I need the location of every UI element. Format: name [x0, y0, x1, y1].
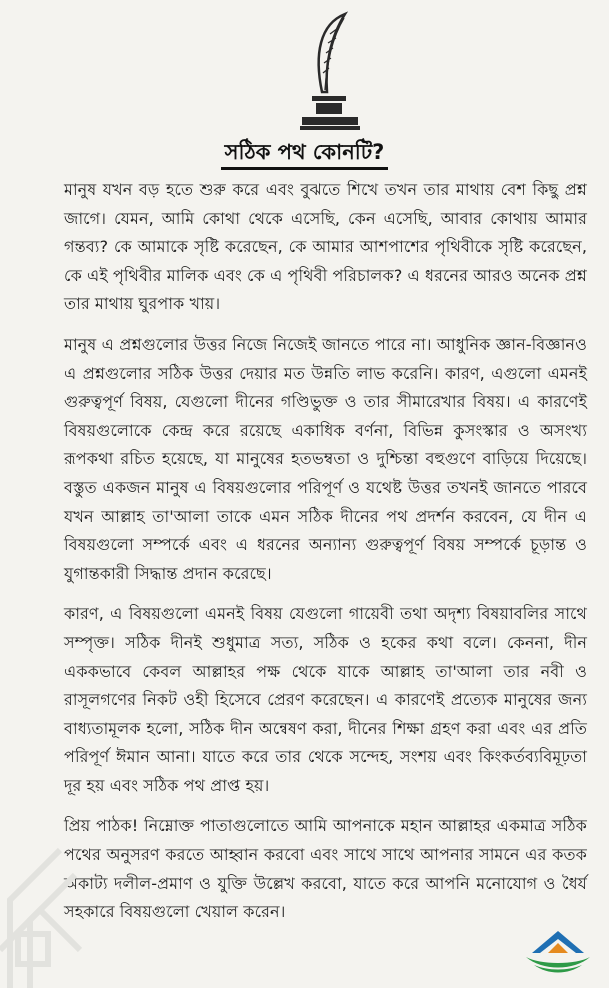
page-title: সঠিক পথ কোনটি?	[0, 136, 609, 171]
decorative-pattern	[0, 840, 90, 988]
quill-inkwell-icon	[300, 10, 360, 132]
paragraph: কারণ, এ বিষয়গুলো এমনই বিষয় যেগুলো গায়েবী তথা অদৃশ্য বিষয়াবলির সাথে সম্পৃক্ত। সঠিক দীনই শুধুমাত্র সত্য, সঠিক ও হকের কথা বলে। কেননা, দীন এককভাবে কেবল আল্লাহর পক্ষ থেকে যাকে আল্লাহ তা'আলা তার নবী ও রাসূলগণের নিকট ওহী হিসেবে প্রেরণ করেছেন। এ কারণেই প্রত্যেক মানুষের জন্য বাধ্যতামূলক হলো, সঠিক দীন অন্বেষণ করা, দীনের শিক্ষা গ্রহণ করা এবং এর প্রতি পরিপূর্ণ ঈমান আনা। যাতে করে তার থেকে সন্দেহ, সংশয় এবং কিংকর্তব্যবিমূঢ়তা দূর হয় এবং সঠিক পথ প্রাপ্ত হয়।	[64, 604, 587, 795]
paragraph: মানুষ যখন বড় হতে শুরু করে এবং বুঝতে শিখে তখন তার মাথায় বেশ কিছু প্রশ্ন জাগে। যেমন, আমি কোথা থেকে এসেছি, কেন এসেছি, আবার কোথায় আমার গন্তব্য? কে আমাকে সৃষ্টি করেছেন, কে আমার আশপাশের পৃথিবীকে সৃষ্টি করেছেন, কে এই পৃথিবীর মালিক এবং কে এ পৃথিবী পরিচালক? এ ধরনের আরও অনেক প্রশ্ন তার মাথায় ঘুরপাক খায়।	[64, 180, 587, 314]
publisher-logo-icon	[522, 927, 594, 979]
paragraph: প্রিয় পাঠক! নিম্নোক্ত পাতাগুলোতে আমি আপনাকে মহান আল্লাহর একমাত্র সঠিক পথের অনুসরণ করতে আহ্বান করবো এবং সাথে সাথে আপনার সামনে এর কতক অকাট্য দলীল-প্রমাণ ও যুক্তি উল্লেখ করবো, যাতে করে আপনি মনোযোগ ও ধৈর্য সহকারে বিষয়গুলো খেয়াল করেন।	[64, 816, 587, 922]
body-text	[64, 176, 587, 939]
paragraph: মানুষ এ প্রশ্নগুলোর উত্তর নিজে নিজেই জানতে পারে না। আধুনিক জ্ঞান-বিজ্ঞানও এ প্রশ্নগুলোর সঠিক উত্তর দেয়ার মত উন্নতি লাভ করেনি। কারণ, এগুলো এমনই গুরুত্বপূর্ণ বিষয়, যেগুলো দীনের গণ্ডিভুক্ত ও তার সীমারেখার বিষয়। এ কারণেই বিষয়গুলোকে কেন্দ্র করে রয়েছে একাধিক বর্ণনা, বিভিন্ন কুসংস্কার ও অসংখ্য রূপকথা রচিত হয়েছে, যা মানুষের হতভম্বতা ও দুশ্চিন্তা বহুগুণে বাড়িয়ে দিয়েছে। বস্তুত একজন মানুষ এ বিষয়গুলোর পরিপূর্ণ ও যথেষ্ট উত্তর তখনই জানতে পারবে যখন আল্লাহ তা'আলা তাকে এমন সঠিক দীনের পথ প্রদর্শন করবেন, যে দীন এ বিষয়গুলো সম্পর্কে এবং এ ধরনের অন্যান্য গুরুত্বপূর্ণ বিষয় সম্পর্কে চূড়ান্ত ও যুগান্তকারী সিদ্ধান্ত প্রদান করেছে।	[64, 334, 587, 583]
